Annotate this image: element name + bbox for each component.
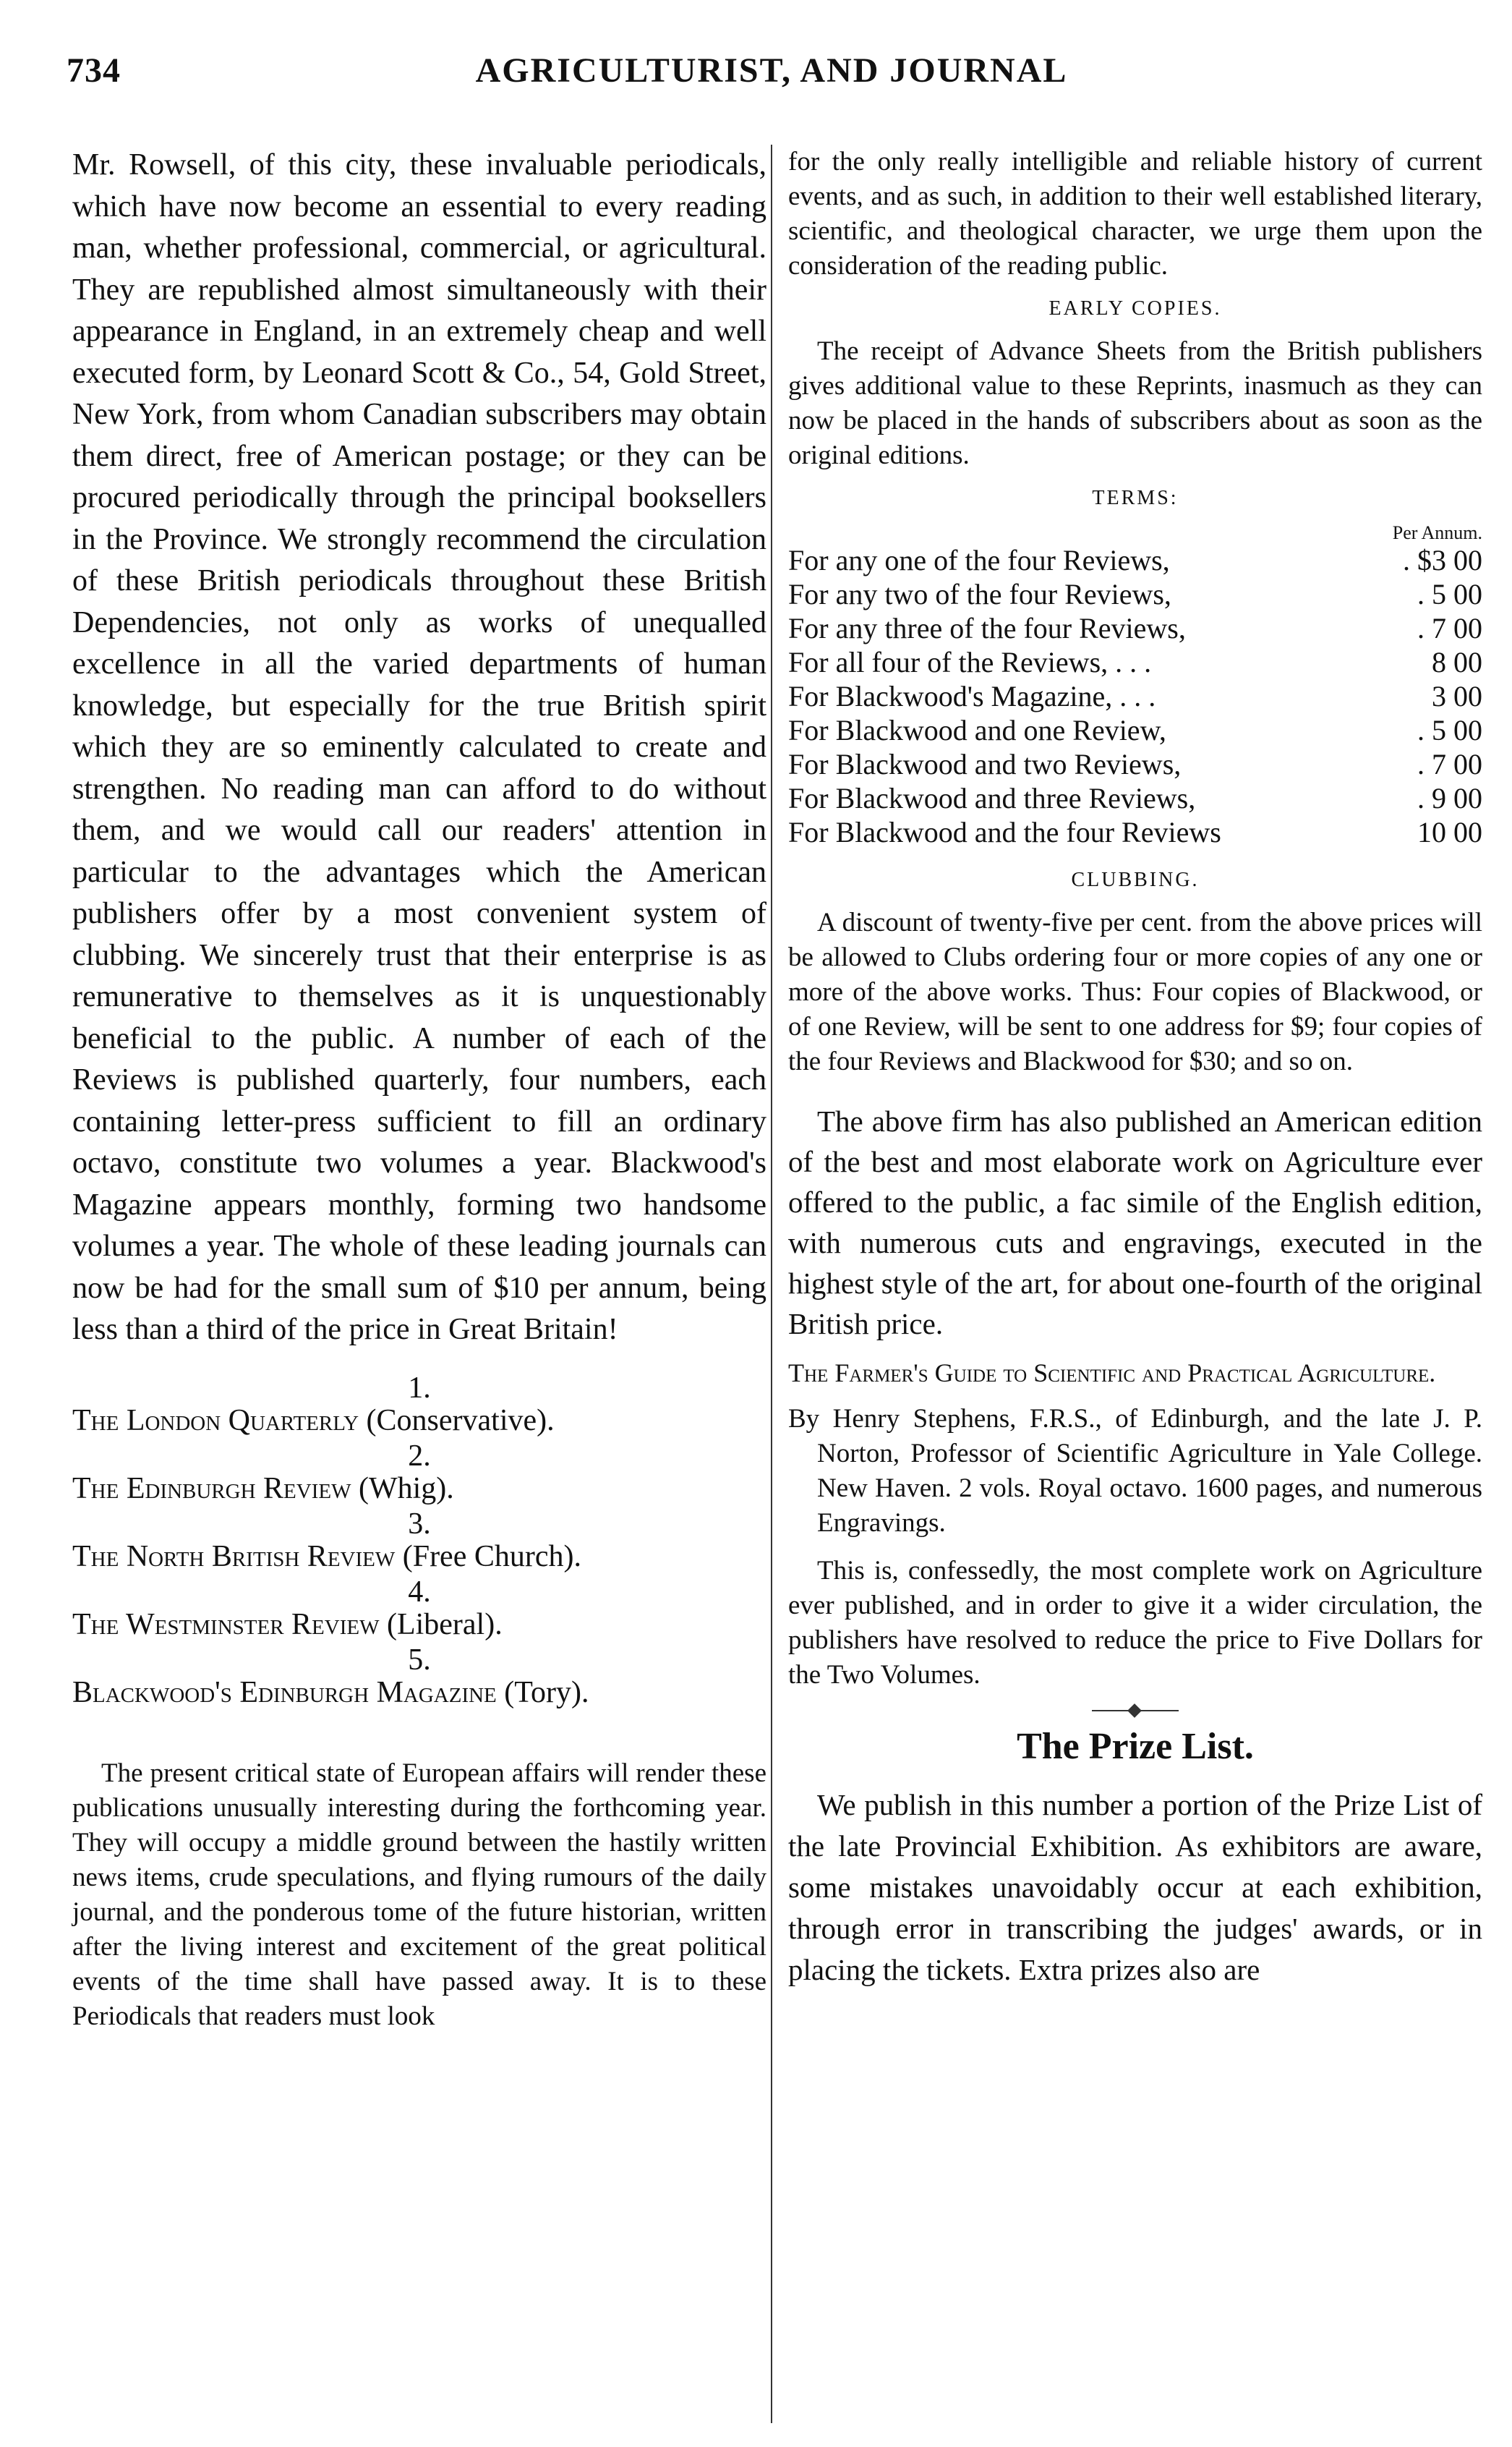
review-name: Blackwood's Edinburgh Magazine — [72, 1675, 497, 1709]
prize-list-paragraph: We publish in this number a portion of the Prize List of the late Provincial Exhibition. As exhibitors are aware, some mistakes unavoidably occur at each exhibition, through error in transcribing the judges' awards, or in placing the tickets. Extra prizes also are — [788, 1788, 1482, 1986]
table-row — [788, 815, 1482, 849]
review-note: (Tory). — [504, 1675, 589, 1709]
terms-price: . $3 00 — [1403, 544, 1482, 576]
review-note: (Liberal). — [386, 1607, 503, 1641]
terms-item: For Blackwood and two Reviews, — [788, 748, 1182, 780]
critical-state-paragraph: The present critical state of European affairs will render these publications unusually interesting during the forthcoming year. They will occupy a middle ground between the hastily written news items, crude speculations, and flying rumours of the daily journal, and the ponderous tome of the future historian, written after the living interest and excitement of the great political events of the time shall have passed away. It is to these Periodicals that readers must look — [72, 1758, 766, 2031]
review-note: (Whig). — [358, 1471, 454, 1505]
table-row — [788, 713, 1482, 747]
review-name: The Edinburgh Review — [72, 1471, 351, 1505]
terms-item: For Blackwood and the four Reviews — [788, 816, 1221, 848]
terms-item: For any three of the four Reviews, — [788, 612, 1186, 644]
terms-item: For Blackwood's Magazine, . . . — [788, 680, 1156, 712]
review-number: 1. — [408, 1371, 431, 1405]
farmers-guide-paragraph: This is, confessedly, the most complete work on Agriculture ever published, and in order to give it a wider circulation, the publishers have resolved to reduce the price to Five Dollars for the Two Volumes. — [788, 1555, 1482, 1690]
terms-price: . 9 00 — [1417, 782, 1482, 814]
review-entry — [72, 1403, 766, 1438]
table-row — [788, 645, 1482, 679]
terms-price: . 7 00 — [1417, 748, 1482, 780]
table-row — [788, 781, 1482, 815]
continuation-paragraph: for the only really intelligible and reliable history of current events, and as such, in addition to their well established literary, scientific, and theological character, we urge them upon the consideration of the reading public. — [788, 147, 1482, 281]
review-name: The Westminster Review — [72, 1607, 380, 1641]
periodicals-paragraph: Mr. Rowsell, of this city, these invaluable periodicals, which have now become an essential to every reading man, whether professional, commercial, or agricultural. They are republished almost simultaneously with their appearance in England, in an extremely cheap and well executed form, by Leonard Scott & Co., 54, Gold Street, New York, from whom Canadian subscribers may obtain them direct, free of American postage; or they can be procured periodically through the principal booksellers in the Province. We strongly recommend the circulation of these British periodicals throughout these British Dependencies, not only as works of unequalled excellence in all the varied departments of human knowledge, but especially for the true British spirit which they are so eminently calculated to create and strengthen. No reading man can afford to do without them, and we would call our readers' attention in particular to the advantages which the American publishers offer by a most convenient system of clubbing. We sincerely trust that their enterprise is as remunerative to themselves as it is unquestionably beneficial to the public. A number of each of the Reviews is published quarterly, four numbers, each containing letter-press sufficient to fill an ordinary octavo, constitute two volumes a year. Blackwood's Magazine appears monthly, forming two handsome volumes a year. The whole of these leading journals can now be had for the small sum of $10 per annum, being less than a third of the price in Great Britain! — [72, 148, 766, 1346]
early-copies-heading: EARLY COPIES. — [1048, 297, 1222, 320]
terms-item: For any one of the four Reviews, — [788, 544, 1170, 576]
review-entry — [72, 1471, 766, 1506]
terms-item: For all four of the Reviews, . . . — [788, 646, 1152, 678]
review-entry — [72, 1675, 766, 1710]
review-name: The North British Review — [72, 1539, 396, 1573]
table-row — [788, 543, 1482, 577]
per-annum-label: Per Annum. — [1392, 522, 1482, 543]
running-title: AGRICULTURIST, AND JOURNAL — [475, 51, 1068, 90]
review-number: 3. — [408, 1507, 431, 1541]
terms-table — [788, 543, 1482, 849]
table-row — [788, 611, 1482, 645]
american-edition-paragraph: The above firm has also published an American edition of the best and most elaborate work on Agriculture ever offered to the public, a fac simile of the English edition, with numerous cuts and engravings, executed in the highest style of the art, for about one-fourth of the original British price. — [788, 1104, 1482, 1340]
review-number: 5. — [408, 1643, 431, 1677]
review-note: (Conservative). — [366, 1403, 555, 1437]
terms-heading: TERMS: — [1092, 486, 1179, 509]
early-copies-paragraph: The receipt of Advance Sheets from the British publishers gives additional value to these Reprints, inasmuch as they can now be placed in the hands of subscribers about as soon as the original editions. — [788, 336, 1482, 470]
terms-price: . 7 00 — [1417, 612, 1482, 644]
review-number: 2. — [408, 1439, 431, 1473]
prize-list-heading: The Prize List. — [1017, 1725, 1254, 1767]
section-divider — [1092, 1710, 1179, 1711]
terms-price: 8 00 — [1432, 646, 1482, 678]
terms-item: For any two of the four Reviews, — [788, 578, 1171, 610]
review-number: 4. — [408, 1575, 431, 1609]
terms-price: . 5 00 — [1417, 714, 1482, 746]
table-row — [788, 747, 1482, 781]
terms-item: For Blackwood and one Review, — [788, 714, 1166, 746]
terms-price: 3 00 — [1432, 680, 1482, 712]
page-header — [67, 51, 1477, 108]
table-row — [788, 679, 1482, 713]
column-rule — [771, 145, 772, 2423]
review-entry — [72, 1539, 766, 1574]
clubbing-heading: CLUBBING. — [1071, 869, 1200, 891]
farmers-guide-byline: By Henry Stephens, F.R.S., of Edinburgh, and the late J. P. Norton, Professor of Scientific Agriculture in Yale College. New Haven. 2 vols. Royal octavo. 1600 pages, and numerous Engravings. — [788, 1403, 1482, 1538]
right-column — [788, 145, 1482, 1991]
clubbing-paragraph: A discount of twenty-five per cent. from the above prices will be allowed to Clubs ordering four or more copies of any one or more of the above works. Thus: Four copies of Blackwood, or of one Review, will be sent to one address for $9; four copies of the four Reviews and Blackwood for $30; and so on. — [788, 907, 1482, 1076]
terms-price: . 5 00 — [1417, 578, 1482, 610]
left-column — [72, 145, 766, 2034]
terms-price: 10 00 — [1417, 816, 1482, 848]
farmers-guide-title: The Farmer's Guide to Scientific and Practical Agriculture. — [788, 1358, 1436, 1387]
review-name: The London Quarterly — [72, 1403, 359, 1437]
review-list — [72, 1373, 766, 1710]
table-row — [788, 577, 1482, 611]
review-note: (Free Church). — [402, 1539, 581, 1573]
terms-item: For Blackwood and three Reviews, — [788, 782, 1196, 814]
page-number: 734 — [67, 51, 121, 90]
review-entry — [72, 1607, 766, 1642]
